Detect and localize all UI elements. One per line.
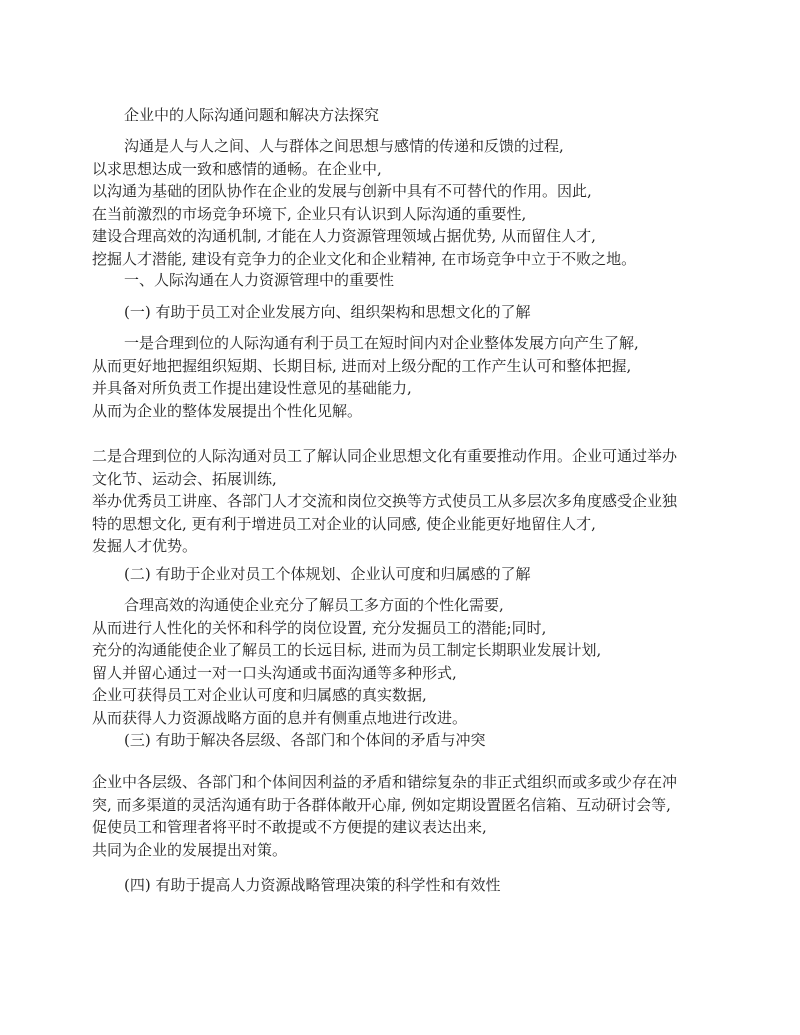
heading-text: (三) 有助于解决各层级、各部门和个体间的矛盾与冲突 [124, 731, 486, 749]
paragraph-line: 二是合理到位的人际沟通对员工了解认同企业思想文化有重要推动作用。企业可通过举办 [92, 447, 678, 465]
sub3-paragraph [92, 771, 712, 861]
paragraph-line: 以求思想达成一致和感情的通畅。在企业中, [92, 159, 382, 178]
paragraph-line: 文化节、运动会、拓展训练, [92, 469, 277, 488]
paragraph-line: 留人并留心通过一对一口头沟通或书面沟通等多种形式, [92, 663, 457, 682]
paragraph-line: 企业可获得员工对企业认可度和归属感的真实数据, [92, 686, 427, 705]
sub2-paragraph [92, 594, 712, 730]
heading-text: (四) 有助于提高人力资源战略管理决策的科学性和有效性 [124, 876, 501, 894]
paragraph-line: 突, 而多渠道的灵活沟通有助于各群体敞开心扉, 例如定期设置匿名信箱、互动研讨会等, [92, 795, 671, 814]
paragraph-line: 从而为企业的整体发展提出个性化见解。 [92, 401, 363, 420]
paragraph-line: 一是合理到位的人际沟通有利于员工在短时间内对企业整体发展方向产生了解, [124, 334, 639, 352]
paragraph-line: 以沟通为基础的团队协作在企业的发展与创新中具有不可替代的作用。因此, [92, 182, 592, 201]
paragraph-line: 充分的沟通能使企业了解员工的长远目标, 进而为员工制定长期职业发展计划, [92, 641, 602, 660]
paragraph-line: 共同为企业的发展提出对策。 [92, 840, 288, 859]
paragraph-line: 从而获得人力资源战略方面的息并有侧重点地进行改进。 [92, 708, 468, 727]
paragraph-line: 从而进行人性化的关怀和科学的岗位设置, 充分发掘员工的潜能;同时, [92, 618, 547, 637]
subsection-heading-1 [92, 301, 712, 324]
section-heading-1 [92, 269, 712, 292]
document-title [92, 104, 712, 127]
paragraph-line: 在当前激烈的市场竞争环境下, 企业只有认识到人际沟通的重要性, [92, 204, 527, 223]
paragraph-line: 合理高效的沟通使企业充分了解员工多方面的个性化需要, [124, 596, 504, 614]
subsection-heading-4 [92, 874, 712, 897]
paragraph-line: 从而更好地把握组织短期、长期目标, 进而对上级分配的工作产生认可和整体把握, [92, 356, 632, 375]
sub1-paragraph-2 [92, 445, 712, 558]
intro-paragraph [92, 135, 712, 271]
title-text: 企业中的人际沟通问题和解决方法探究 [124, 106, 380, 124]
paragraph-line: 建设合理高效的沟通机制, 才能在人力资源管理领域占据优势, 从而留住人才, [92, 227, 596, 246]
sub1-paragraph-1 [92, 332, 712, 422]
subsection-heading-3 [92, 729, 712, 752]
paragraph-line: 举办优秀员工讲座、各部门人才交流和岗位交换等方式使员工从多层次多角度感受企业独 [92, 492, 678, 511]
paragraph-line: 促使员工和管理者将平时不敢提或不方便提的建议表达出来, [92, 818, 487, 837]
heading-text: (二) 有助于企业对员工个体规划、企业认可度和归属感的了解 [124, 565, 531, 583]
subsection-heading-2 [92, 563, 712, 586]
paragraph-line: 发掘人才优势。 [92, 537, 198, 556]
paragraph-line: 特的思想文化, 更有利于增进员工对企业的认同感, 使企业能更好地留住人才, [92, 514, 596, 533]
paragraph-line: 沟通是人与人之间、人与群体之间思想与感情的传递和反馈的过程, [124, 137, 564, 155]
heading-text: 一、人际沟通在人力资源管理中的重要性 [124, 271, 395, 289]
heading-text: (一) 有助于员工对企业发展方向、组织架构和思想文化的了解 [124, 303, 531, 321]
paragraph-line: 企业中各层级、各部门和个体间因利益的矛盾和错综复杂的非正式组织而或多或少存在冲 [92, 773, 678, 791]
paragraph-line: 并具备对所负责工作提出建设性意见的基础能力, [92, 379, 412, 398]
paragraph-line: 挖掘人才潜能, 建设有竞争力的企业文化和企业精神, 在市场竞争中立于不败之地。 [92, 249, 637, 268]
